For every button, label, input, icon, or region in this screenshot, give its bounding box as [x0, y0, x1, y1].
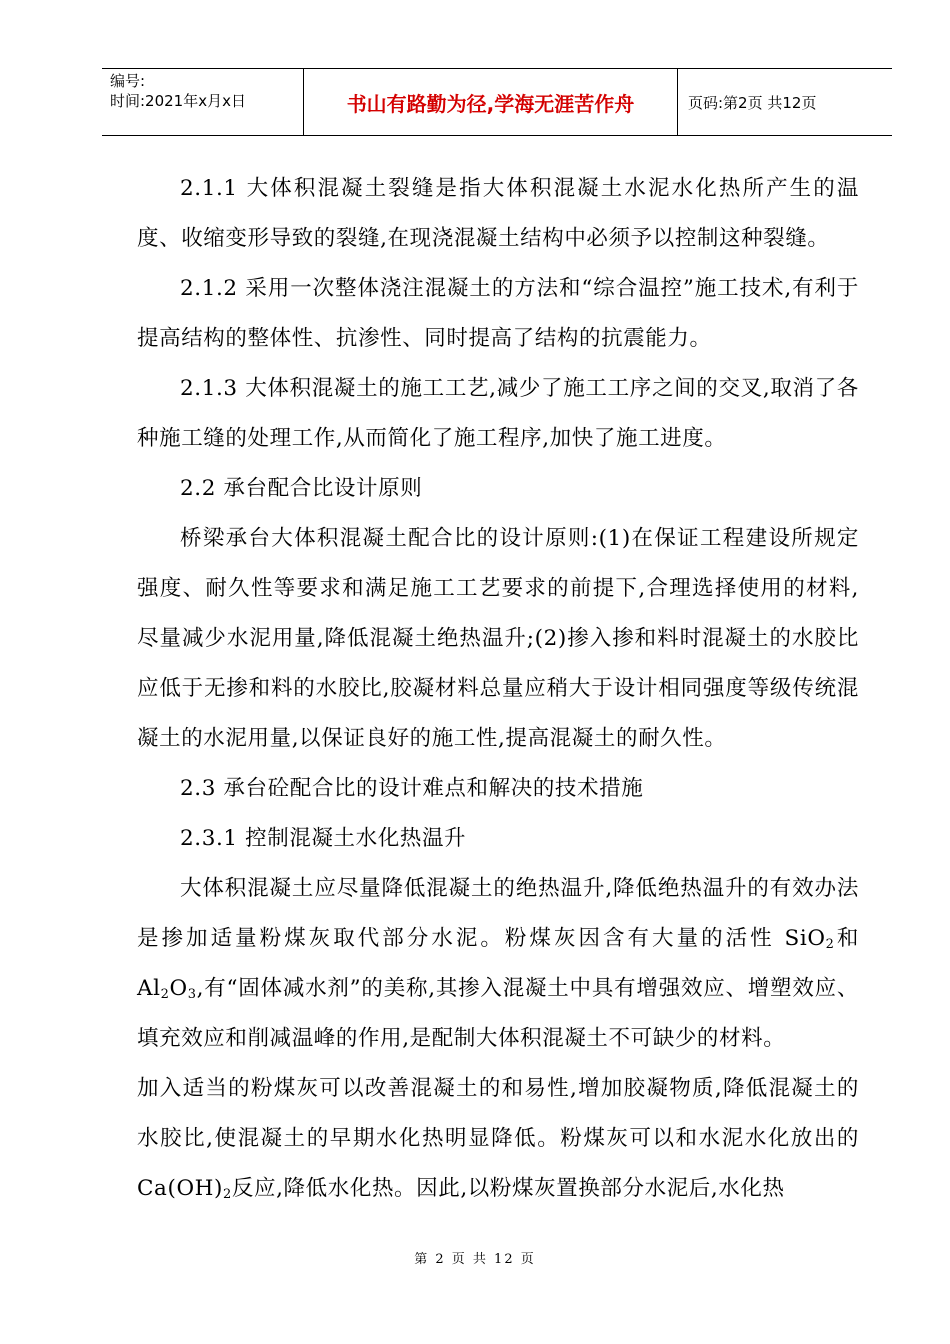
paragraph-fly-ash-continued — [137, 1064, 859, 1214]
text-run: 加入适当的粉煤灰可以改善混凝土的和易性,增加胶凝物质,降低混凝土的水胶比,使混凝土的早期水化热明显降低。粉煤灰可以和水泥水化放出的 Ca(OH) — [137, 1076, 859, 1201]
subscript: 3 — [187, 987, 197, 1002]
text-run: 大体积混凝土应尽量降低混凝土的绝热温升,降低绝热温升的有效办法是掺加适量粉煤灰取代部分水泥。粉煤灰因含有大量的活性 SiO — [137, 876, 859, 951]
header-page-info: 页码:第2页 共12页 — [688, 93, 817, 112]
paragraph-2-1-3: 2.1.3 大体积混凝土的施工工艺,减少了施工工序之间的交叉,取消了各种施工缝的处理工作,从而简化了施工程序,加快了施工进度。 — [137, 376, 859, 451]
header-motto: 书山有路勤为径,学海无涯苦作舟 — [304, 69, 678, 135]
subscript: 2 — [223, 1187, 232, 1202]
code-label: 编号: — [110, 72, 146, 90]
text-run: 和 Al — [137, 926, 859, 1001]
header-meta — [102, 69, 304, 135]
paragraph-2-1-1: 2.1.1 大体积混凝土裂缝是指大体积混凝土水泥水化热所产生的温度、收缩变形导致的裂缝,在现浇混凝土结构中必须予以控制这种裂缝。 — [137, 176, 859, 251]
time-label: 时间:2021年x月x日 — [110, 92, 246, 110]
text-run: ,有“固体减水剂”的美称,其掺入混凝土中具有增强效应、增塑效应、填充效应和削减温峰的作用,是配制大体积混凝土不可缺少的材料。 — [137, 976, 859, 1051]
section-heading-2-2: 2.2 承台配合比设计原则 — [180, 476, 423, 501]
section-heading-2-3: 2.3 承台砼配合比的设计难点和解决的技术措施 — [180, 776, 644, 801]
document-body — [137, 164, 859, 1214]
subscript: 2 — [160, 987, 170, 1002]
text-run: 反应,降低水化热。因此,以粉煤灰置换部分水泥后,水化热 — [231, 1176, 785, 1201]
paragraph-fly-ash — [137, 864, 859, 1064]
paragraph-2-1-2: 2.1.2 采用一次整体浇注混凝土的方法和“综合温控”施工技术,有利于提高结构的整体性、抗渗性、同时提高了结构的抗震能力。 — [137, 276, 859, 351]
paragraph-design-principles: 桥梁承台大体积混凝土配合比的设计原则:(1)在保证工程建设所规定强度、耐久性等要求和满足施工工艺要求的前提下,合理选择使用的材料,尽量减少水泥用量,降低混凝土绝热温升;(2)掺入掺和料时混凝土的水胶比应低于无掺和料的水胶比,胶凝材料总量应稍大于设计相同强度等级传统混凝土的水泥用量,以保证良好的施工性,提高混凝土的耐久性。 — [137, 526, 859, 751]
text-run: O — [169, 976, 188, 1001]
page-header — [102, 68, 892, 136]
section-heading-2-3-1: 2.3.1 控制混凝土水化热温升 — [180, 826, 467, 851]
subscript: 2 — [825, 937, 835, 952]
page-footer: 第 2 页 共 12 页 — [414, 1252, 536, 1267]
